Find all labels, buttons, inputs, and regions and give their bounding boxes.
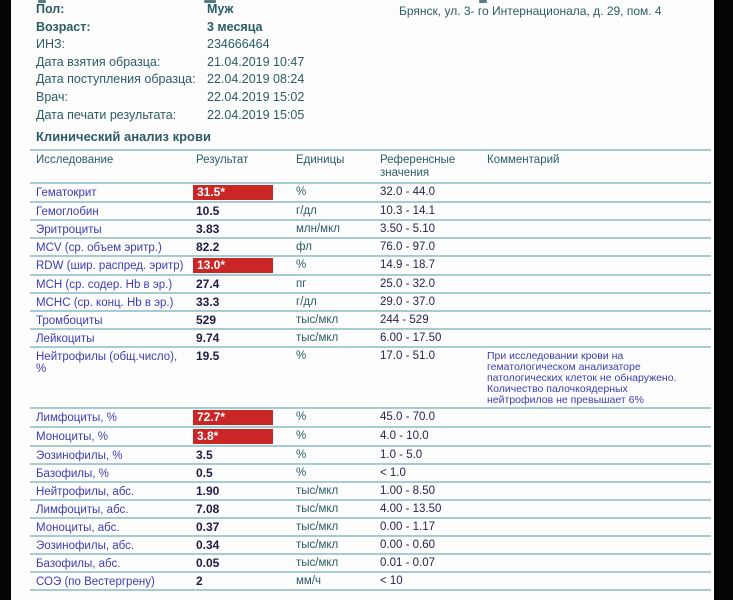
comment-cell: При исследовании крови на гематологическом анализаторе патологических клеток не обнаружено. Количество палочкоядерных нейтрофилов не превышает 6% [487,350,677,406]
test-name-cell: Моноциты, абс. [36,522,120,534]
table-row [30,501,711,519]
reference-range-cell: < 10 [380,575,403,587]
result-cell [196,411,296,425]
test-name-cell: Базофилы, абс. [36,558,121,570]
reference-range-cell: 32.0 - 44.0 [380,186,435,198]
column-header-test: Исследование [36,154,114,166]
units-cell: % [296,467,307,479]
test-name-cell: Лимфоциты, абс. [36,504,129,516]
reference-range-cell: < 1.0 [380,467,406,479]
patient-field-row [36,72,304,90]
reference-range-cell: 14.9 - 18.7 [380,259,435,271]
result-cell: 0.34 [196,538,220,552]
result-cell: 2 [196,574,203,588]
comment-cell [487,241,679,242]
test-name-cell: Нейтрофилы, абс. [36,486,135,498]
table-row [30,203,711,221]
result-cell: 33.3 [196,295,220,309]
field-label: ИНЗ: [36,37,66,52]
reference-range-cell: 25.0 - 32.0 [380,278,435,290]
field-label: Врач: [36,89,68,104]
units-cell: мм/ч [296,575,321,587]
comment-cell [487,467,679,468]
column-header-comment: Комментарий [487,154,560,166]
units-cell: г/дл [296,205,317,217]
column-header-result: Результат [196,154,249,166]
result-cell: 3.83 [196,222,220,236]
comment-cell [487,449,679,450]
reference-range-cell: 4.0 - 10.0 [380,430,429,442]
test-name-cell: MCHC (ср. конц. Hb в эр.) [36,297,174,309]
reference-range-cell: 6.00 - 17.50 [380,332,442,344]
abnormal-result-badge: 13.0* [193,258,273,273]
test-name-cell: Нейтрофилы (общ.число), % [36,351,178,375]
units-cell: тыс/мкл [296,557,339,569]
table-row [30,519,711,537]
comment-cell [487,296,679,297]
comment-cell [487,503,679,504]
table-row [30,239,711,257]
field-label: Дата взятия образца: [36,54,161,69]
column-header-units: Единицы [296,154,345,166]
table-body [30,184,711,591]
reference-range-cell: 4.00 - 13.50 [380,503,442,515]
result-cell: 529 [196,313,217,327]
result-cell: 0.5 [196,466,213,480]
test-name-cell: MCV (ср. объем эритр.) [36,242,162,254]
abnormal-result-badge: 72.7* [193,410,273,425]
test-name-cell: Эритроциты [36,224,102,236]
patient-field-row [36,55,304,73]
patient-field-row [36,90,304,108]
units-cell: % [296,186,307,198]
comment-cell [487,411,679,412]
table-row [30,184,711,203]
reference-range-cell: 1.0 - 5.0 [380,449,423,461]
units-cell: % [296,449,307,461]
result-cell [196,186,296,200]
reference-range-cell: 0.00 - 0.60 [380,539,435,551]
result-cell: 7.08 [196,502,220,516]
field-value: 22.04.2019 15:05 [207,107,305,122]
table-row [30,348,711,409]
comment-cell [487,485,679,486]
patient-field-row [36,37,304,55]
reference-range-cell: 76.0 - 97.0 [380,241,435,253]
test-name-cell: MCH (ср. содер. Hb в эр.) [36,279,173,291]
units-cell: пг [296,278,307,290]
table-row [30,276,711,294]
comment-cell [487,557,679,558]
result-cell: 3.5 [196,448,213,462]
table-row [30,312,711,330]
comment-cell [487,332,679,333]
right-black-border [714,0,733,600]
comment-cell [487,278,679,279]
lab-address: Брянск, ул. 3- го Интернационала, д. 29, пом. 4 [399,4,662,18]
comment-cell [487,314,679,315]
result-cell: 10.5 [196,204,220,218]
reference-range-cell: 1.00 - 8.50 [380,485,435,497]
test-name-cell: Гематокрит [36,187,97,199]
field-value: Муж [207,2,234,16]
units-cell: тыс/мкл [296,485,339,497]
comment-cell [487,186,679,187]
result-cell [196,430,296,444]
test-name-cell: Моноциты, % [36,431,109,443]
units-cell: тыс/мкл [296,314,339,326]
abnormal-result-badge: 3.8* [193,429,273,444]
result-cell [196,259,296,273]
result-cell: 0.05 [196,556,220,570]
table-row [30,555,711,573]
test-name-cell: Эозинофилы, % [36,450,123,462]
table-row [30,465,711,483]
result-cell: 82.2 [196,240,220,254]
comment-cell [487,205,679,206]
comment-cell [487,430,679,431]
field-value: 22.04.2019 15:02 [207,89,305,104]
test-name-cell: Лейкоциты [36,333,95,345]
units-cell: % [296,259,307,271]
table-row [30,294,711,312]
units-cell: г/дл [296,296,317,308]
patient-field-row [36,2,304,20]
comment-cell [487,521,679,522]
reference-range-cell: 10.3 - 14.1 [380,205,435,217]
table-row [30,537,711,555]
units-cell: % [296,411,307,423]
field-value: 3 месяца [207,19,263,34]
units-cell: млн/мкл [296,223,340,235]
reference-range-cell: 45.0 - 70.0 [380,411,435,423]
field-label: Дата печати результата: [36,107,177,122]
field-value: 21.04.2019 10:47 [207,54,305,69]
table-header-row [30,151,711,184]
test-name-cell: Лимфоциты, % [36,412,117,424]
comment-cell [487,575,679,576]
reference-range-cell: 29.0 - 37.0 [380,296,435,308]
field-label: Дата поступления образца: [36,72,196,87]
result-cell: 19.5 [196,349,220,363]
comment-cell [487,539,679,540]
result-cell: 9.74 [196,331,220,345]
patient-field-row [36,108,304,126]
field-label: Пол: [36,2,65,16]
table-row [30,330,711,348]
reference-range-cell: 0.00 - 1.17 [380,521,435,533]
results-table [30,149,711,591]
field-value: 234666464 [207,37,270,52]
units-cell: тыс/мкл [296,332,339,344]
units-cell: % [296,430,307,442]
table-row [30,483,711,501]
reference-range-cell: 17.0 - 51.0 [380,350,435,362]
result-cell: 1.90 [196,484,220,498]
column-header-reference: Референсные значения [380,154,456,179]
result-cell: 27.4 [196,277,220,291]
reference-range-cell: 244 - 529 [380,314,429,326]
field-value: 22.04.2019 08:24 [207,72,305,87]
reference-range-cell: 0.01 - 0.07 [380,557,435,569]
units-cell: % [296,350,307,362]
section-title: Клинический анализ крови [36,129,211,144]
comment-cell [487,259,679,260]
units-cell: тыс/мкл [296,539,339,551]
units-cell: тыс/мкл [296,521,339,533]
field-label: Возраст: [36,19,91,34]
test-name-cell: Эозинофилы, абс. [36,540,135,552]
cropped-text-fragment [479,0,487,3]
table-row [30,409,711,428]
table-row [30,221,711,239]
units-cell: фл [296,241,312,253]
test-name-cell: RDW (шир. распред. эритр) [36,260,184,272]
units-cell: тыс/мкл [296,503,339,515]
table-row [30,447,711,465]
test-name-cell: Тромбоциты [36,315,103,327]
abnormal-result-badge: 31.5* [193,185,273,200]
left-black-border [0,0,11,600]
table-row [30,257,711,276]
table-row [30,428,711,447]
patient-info-block [36,2,304,125]
test-name-cell: Гемоглобин [36,206,99,218]
result-cell: 0.37 [196,520,220,534]
table-row [30,573,711,591]
test-name-cell: СОЭ (по Вестергрену) [36,576,155,588]
test-name-cell: Базофилы, % [36,468,109,480]
patient-field-row [36,20,304,38]
reference-range-cell: 3.50 - 5.10 [380,223,435,235]
comment-cell [487,223,679,224]
